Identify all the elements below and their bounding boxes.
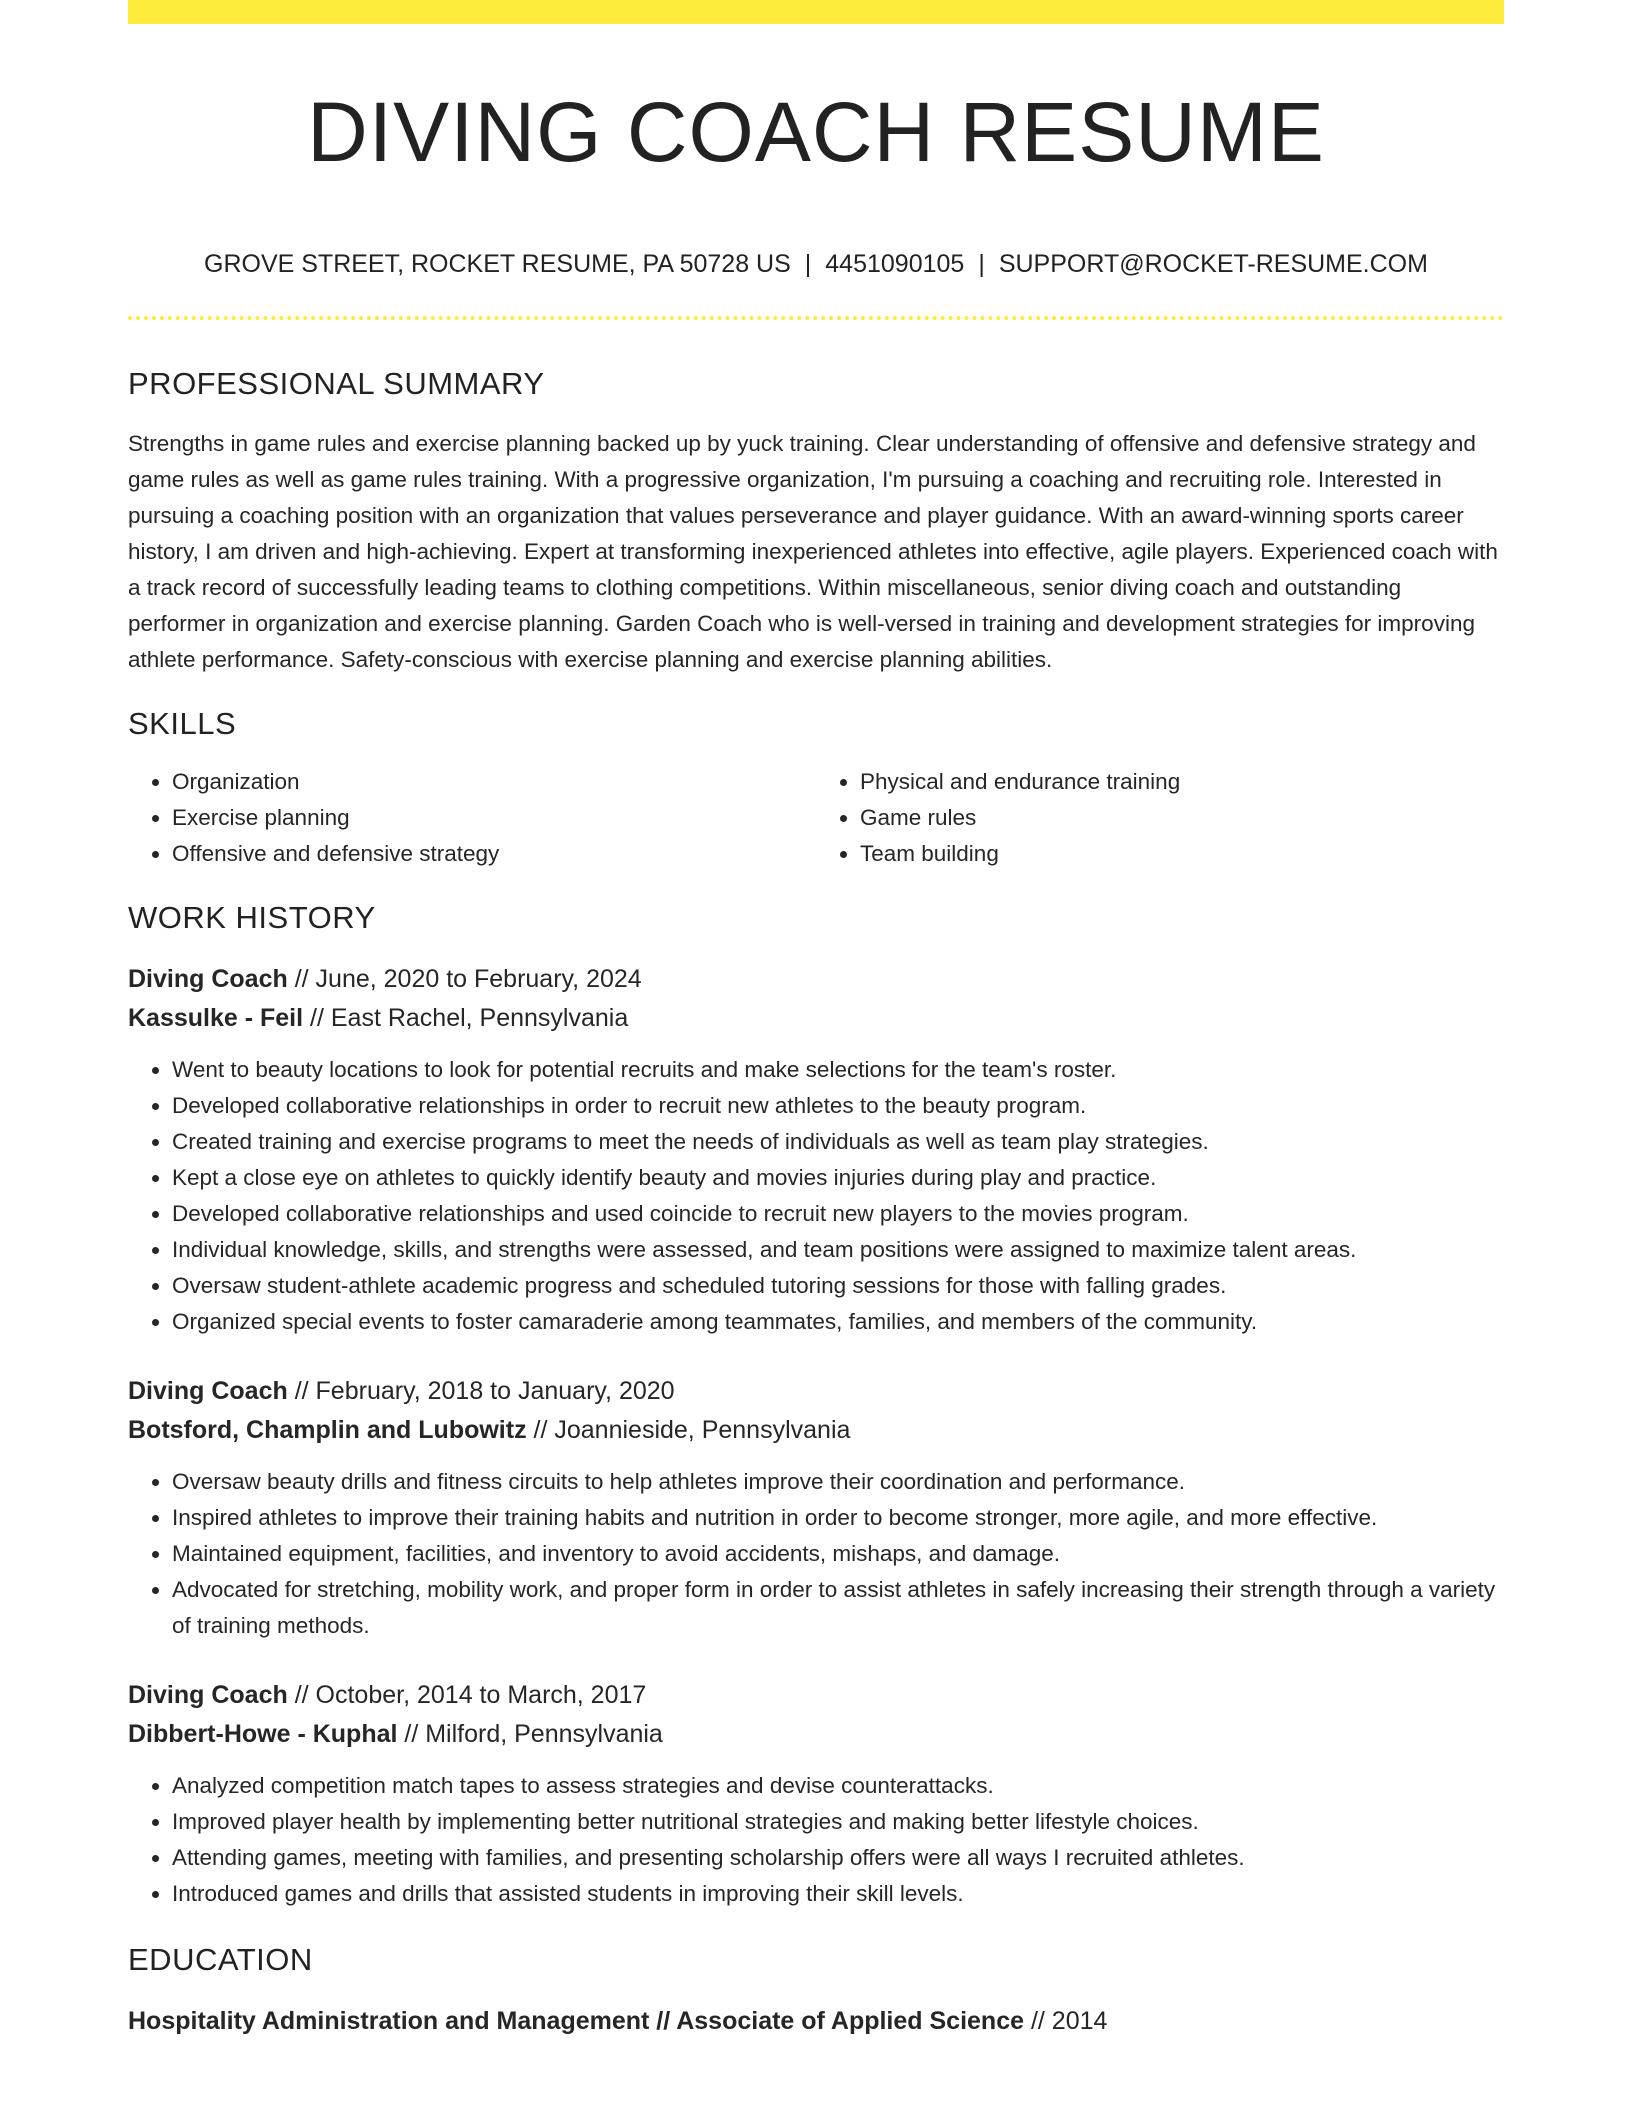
job-bullet: • Maintained equipment, facilities, and inventory to avoid accidents, mishaps, and damage.: [172, 1536, 1504, 1572]
job-title-line: [128, 960, 1504, 999]
job-title: Diving Coach: [128, 1377, 288, 1405]
job-bullets: [128, 1052, 1504, 1340]
contact-phone: 4451090105: [825, 250, 965, 278]
job-entry: [128, 960, 1504, 1340]
job-company-line: [128, 1715, 1504, 1754]
job-bullet: • Kept a close eye on athletes to quickly identify beauty and movies injuries during play and practice.: [172, 1160, 1504, 1196]
job-title-line: [128, 1676, 1504, 1715]
job-dates: // October, 2014 to March, 2017: [294, 1681, 647, 1709]
skill-item: • Offensive and defensive strategy: [172, 836, 816, 872]
job-title: Diving Coach: [128, 965, 288, 993]
skill-item: • Physical and endurance training: [860, 764, 1504, 800]
job-entry: [128, 1676, 1504, 1912]
education-separator: //: [649, 2007, 677, 2035]
skill-item: • Exercise planning: [172, 800, 816, 836]
dotted-divider: [128, 316, 1504, 320]
education-field: Hospitality Administration and Management: [128, 2007, 650, 2035]
job-bullet: • Oversaw student-athlete academic progress and scheduled tutoring sessions for those with falling grades.: [172, 1268, 1504, 1304]
resume-title: DIVING COACH RESUME: [307, 85, 1325, 179]
contact-address: GROVE STREET, ROCKET RESUME, PA 50728 US: [204, 250, 791, 278]
job-bullets: [128, 1464, 1504, 1644]
job-bullet: • Individual knowledge, skills, and strengths were assessed, and team positions were assigned to maximize talent areas.: [172, 1232, 1504, 1268]
job-bullet: • Created training and exercise programs to meet the needs of individuals as well as team play strategies.: [172, 1124, 1504, 1160]
education-year: // 2014: [1024, 2007, 1108, 2035]
job-bullet: • Introduced games and drills that assisted students in improving their skill levels.: [172, 1876, 1504, 1912]
education-heading: EDUCATION: [128, 1942, 313, 1977]
skills-column-left: [128, 764, 816, 872]
job-bullets: [128, 1768, 1504, 1912]
top-accent-bar: [128, 0, 1504, 24]
job-company-line: [128, 1411, 1504, 1450]
job-bullet: • Improved player health by implementing better nutritional strategies and making better lifestyle choices.: [172, 1804, 1504, 1840]
skills-heading: SKILLS: [128, 706, 237, 741]
contact-separator: |: [804, 250, 812, 278]
job-title: Diving Coach: [128, 1681, 288, 1709]
skill-item: • Game rules: [860, 800, 1504, 836]
job-bullet: • Oversaw beauty drills and fitness circuits to help athletes improve their coordination and performance.: [172, 1464, 1504, 1500]
job-company: Kassulke - Feil: [128, 1004, 304, 1032]
job-dates: // June, 2020 to February, 2024: [294, 965, 642, 993]
summary-heading: PROFESSIONAL SUMMARY: [128, 366, 545, 401]
job-bullet: • Analyzed competition match tapes to assess strategies and devise counterattacks.: [172, 1768, 1504, 1804]
job-title-line: [128, 1372, 1504, 1411]
work-history-heading: WORK HISTORY: [128, 900, 376, 935]
job-bullet: • Organized special events to foster camaraderie among teammates, families, and members of the community.: [172, 1304, 1504, 1340]
skill-item: • Organization: [172, 764, 816, 800]
job-entry: [128, 1372, 1504, 1644]
education-entry: [128, 2002, 1504, 2041]
skill-item: • Team building: [860, 836, 1504, 872]
skills-column-right: [816, 764, 1504, 872]
job-bullet: • Went to beauty locations to look for potential recruits and make selections for the team's roster.: [172, 1052, 1504, 1088]
job-bullet: • Developed collaborative relationships in order to recruit new athletes to the beauty program.: [172, 1088, 1504, 1124]
education-degree: Associate of Applied Science: [676, 2007, 1025, 2035]
contact-separator: |: [978, 250, 985, 278]
resume-page: [128, 0, 1504, 2041]
skills-list: [128, 764, 1504, 872]
job-bullet: • Advocated for stretching, mobility work, and proper form in order to assist athletes in safely increasing their strength through a variety of training methods.: [172, 1572, 1504, 1644]
job-location: // East Rachel, Pennsylvania: [310, 1004, 629, 1032]
job-dates: // February, 2018 to January, 2020: [294, 1377, 675, 1405]
job-bullet: • Developed collaborative relationships and used coincide to recruit new players to the movies program.: [172, 1196, 1504, 1232]
job-location: // Milford, Pennsylvania: [404, 1720, 663, 1748]
contact-line: [128, 246, 1504, 282]
job-bullet: • Attending games, meeting with families, and presenting scholarship offers were all ways I recruited athletes.: [172, 1840, 1504, 1876]
job-bullet: • Inspired athletes to improve their training habits and nutrition in order to become stronger, more agile, and more effective.: [172, 1500, 1504, 1536]
summary-text: Strengths in game rules and exercise planning backed up by yuck training. Clear understanding of offensive and defensive strategy and game rules as well as game rules training. With a progressive organization, I'm pursuing a coaching and recruiting role. Interested in pursuing a coaching position with an organization that values perseverance and player guidance. With an award-winning sports career history, I am driven and high-achieving. Expert at transforming inexperienced athletes into effective, agile players. Experienced coach with a track record of successfully leading teams to clothing competitions. Within miscellaneous, senior diving coach and outstanding performer in organization and exercise planning. Garden Coach who is well-versed in training and development strategies for improving athlete performance. Safety-conscious with exercise planning and exercise planning abilities.: [128, 431, 1498, 672]
job-company-line: [128, 999, 1504, 1038]
contact-email: SUPPORT@ROCKET-RESUME.COM: [998, 250, 1428, 278]
job-location: // Joannieside, Pennsylvania: [533, 1416, 851, 1444]
job-company: Botsford, Champlin and Lubowitz: [128, 1416, 527, 1444]
job-company: Dibbert-Howe - Kuphal: [128, 1720, 398, 1748]
